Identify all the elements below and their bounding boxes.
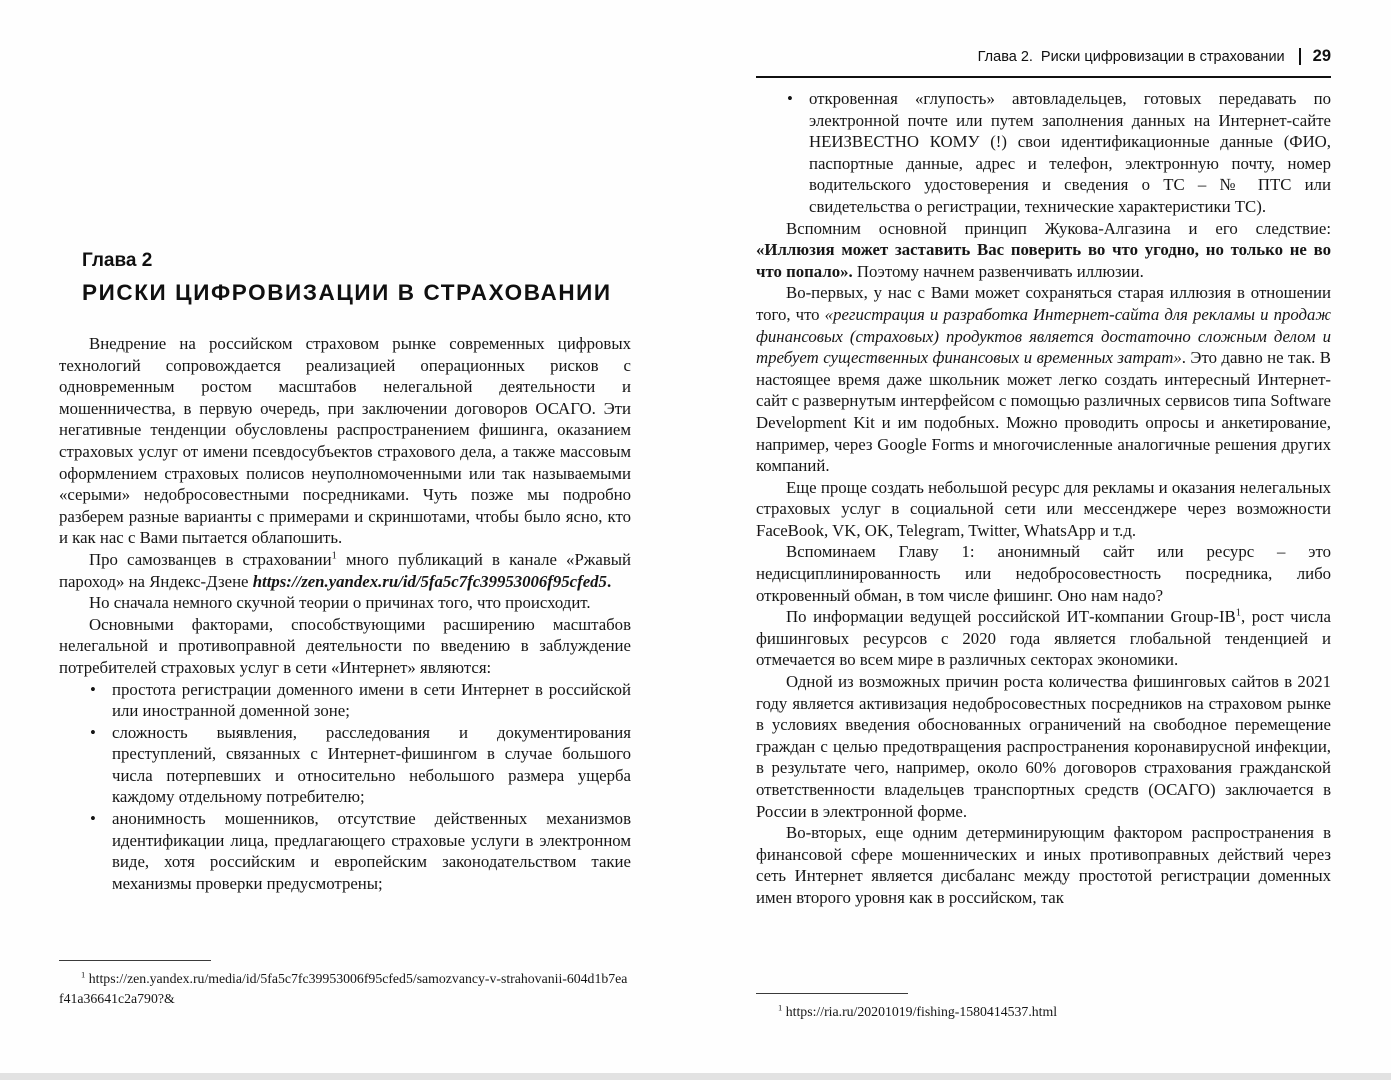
header-rule — [756, 76, 1331, 78]
list-item-text: откровенная «глупость» автовладельцев, готовых передавать по электронной почте или путем заполнения данных на Интернет-сайте НЕИЗВЕСТНО КОМУ (!) свои идентификационные данные (ФИО, паспортные данные, адрес и телефон, электронную почту, номер водительского удостоверения и сведения о ТС – № ПТС или свидетельства о регистрации, технические характеристики ТС). — [809, 89, 1331, 216]
paragraph-principle: Вспомним основной принцип Жукова-Алгазина и его следствие: «Иллюзия может заставить Вас поверить во что угодно, но только не во что попало». Поэтому начнем развенчивать иллюзии. — [756, 218, 1331, 281]
factors-bullet-list — [59, 679, 631, 895]
bullet-marker: • — [787, 89, 793, 108]
paragraph-social-resources: Еще проще создать небольшой ресурс для рекламы и оказания нелегальных страховых услуг в социальной сети или мессенджере через возможности FaceBook, VK, OK, Telegram, Twitter, WhatsApp и т.д. — [756, 477, 1331, 540]
footnote-rule — [756, 993, 908, 994]
list-item — [756, 88, 1331, 218]
paragraph-intro: Внедрение на российском страховом рынке современных цифровых технологий сопровождается реализацией операционных рисков с одновременным ростом масштабов нелегальной деятельности и мошенничества, в первую очередь, при заключении договоров ОСАГО. Эти негативные тенденции обусловлены распространением фишинга, оказанием страховых услуг от имени псевдосубъектов страхового дела, а также массовым оформлением страховых полисов неуполномоченными или так называемыми «серыми» недобросовестными посредниками. Чуть позже мы подробно разберем разные варианты с примерами и скриншотами, чтобы было ясно, кто и как нас с Вами пытается облапошить. — [59, 334, 631, 548]
right-footnote — [756, 993, 1331, 1022]
list-item — [59, 808, 631, 894]
paragraph-phishing-growth: Одной из возможных причин роста количества фишинговых сайтов в 2021 году является активизация недобросовестных посредников на страховом рынке в условиях введения обоснованных ограничений на свободное перемещение граждан с целью предотвращения распространения коронавирусной инфекции, в результате чего, например, около 60% договоров страхования гражданской ответственности владельцев транспортных средств (ОСАГО) заключается в России в электронной форме. — [756, 672, 1331, 821]
chapter-label: Глава 2 — [82, 250, 153, 271]
list-item — [59, 679, 631, 722]
paragraph-first-illusion: Во-первых, у нас с Вами может сохраняться старая иллюзия в отношении того, что «регистрация и разработка Интернет-сайта для рекламы и продаж финансовых (страховых) продуктов является достаточно сложным делом и требует существенных финансовых и временных затрат». Это давно не так. В настоящее время даже школьник может легко создать интересный Интернет-сайт с развернутым интерфейсом с помощью различных сервисов типа Software Development Kit и им подобных. Можно проводить опросы и анкетирование, например, через Google Forms и многочисленные аналогичные решения других компаний. — [756, 283, 1331, 476]
list-item — [59, 722, 631, 808]
bullet-marker: • — [90, 809, 96, 829]
left-page — [59, 0, 631, 1080]
paragraph-factors-lead: Основными факторами, способствующими расширению масштабов нелегальной и противоправной деятельности по введению в заблуждение потребителей страховых услуг в сети «Интернет» являются: — [59, 614, 631, 677]
footnote-text: $^1$ https://zen.yandex.ru/media/id/5fa5c7fc39953006f95cfed5/samozvancy-v-strahovanii-604d1b7eaf41a36641c2a790?& — [59, 969, 628, 1006]
list-item-text: сложность выявления, расследования и документирования преступлений, связанных с Интернет-фишингом в случае большого числа потерпевших и относительно небольшого размера ущерба каждому отдельному потребителю; — [112, 722, 631, 807]
list-item-text: простота регистрации доменного имени в сети Интернет в российской или иностранной доменной зоне; — [112, 679, 631, 721]
page-bottom-edge — [0, 1073, 1391, 1080]
paragraph-anonymous-site: Вспоминаем Главу 1: анонимный сайт или ресурс – это недисциплинированность или недобросовестность посредника, либо откровенный обман, в том числе фишинг. Оно нам надо? — [756, 542, 1331, 605]
bullet-marker: • — [90, 722, 96, 742]
running-header — [756, 47, 1331, 66]
right-page — [756, 0, 1331, 1080]
running-header-chapter: Глава 2. — [977, 48, 1033, 65]
header-divider — [1299, 48, 1301, 65]
footnote-text: $^1$ https://ria.ru/20201019/fishing-1580414537.html — [778, 1002, 1058, 1019]
left-page-body — [59, 333, 631, 957]
paragraph-group-ib: По информации ведущей российской ИТ-компании Group-$IB^1$, рост числа фишинговых ресурсов с 2020 года является глобальной тенденцией и отмечается во всем мире в различных секторах экономики. — [756, 607, 1331, 670]
paragraph-theory: Но сначала немного скучной теории о причинах того, что происходит. — [89, 593, 591, 613]
bullet-marker: • — [90, 679, 96, 699]
paragraph-impostors: Про самозванцев в страховании$^1$ много публикаций в канале «Ржавый пароход» на Яндекс-Дзене https://zen.yandex.ru/id/5fa5c7fc39953006f95cfed5. — [59, 549, 631, 591]
paragraph-second-factor: Во-вторых, еще одним детерминирующим фактором распространения в финансовой сфере мошеннических и иных противоправных действий через сеть Интернет является дисбаланс между простотой регистрации доменных имен второго уровня как в российском, так — [756, 823, 1331, 907]
right-page-body — [756, 88, 1331, 986]
list-item-text: анонимность мошенников, отсутствие действенных механизмов идентификации лица, предлагающего страховые услуги в электронном виде, хотя российским и европейским законодательством такие механизмы проверки предусмотрены; — [112, 809, 631, 893]
page-number: 29 — [1312, 47, 1331, 65]
footnote-rule — [59, 960, 211, 961]
left-footnote — [59, 960, 631, 1009]
chapter-title: РИСКИ ЦИФРОВИЗАЦИИ В СТРАХОВАНИИ — [82, 280, 612, 305]
running-header-title: Риски цифровизации в страховании — [1040, 48, 1285, 65]
factors-bullet-list-continued — [756, 88, 1331, 218]
